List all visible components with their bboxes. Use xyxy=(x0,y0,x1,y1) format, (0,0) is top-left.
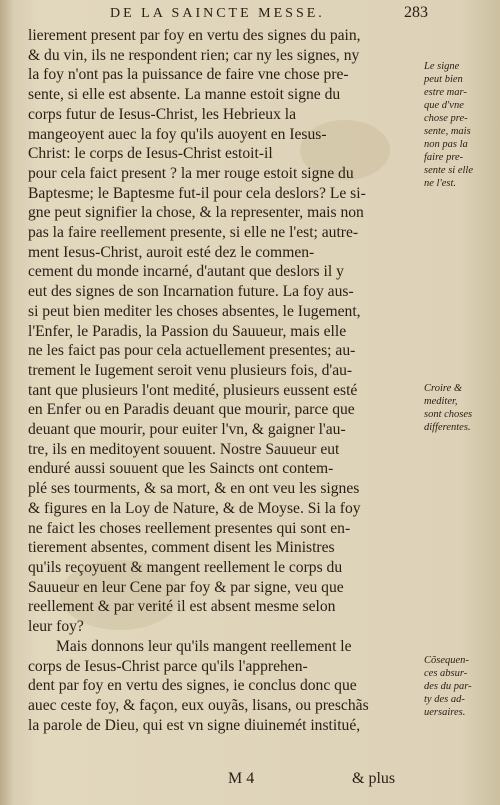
margin-note-line: Le signe xyxy=(424,61,460,72)
text-line: tre, ils en meditoyent souuent. Nostre Sauueur eut xyxy=(28,440,340,458)
page-header xyxy=(0,4,500,24)
margin-note-line: sont choses xyxy=(424,409,473,420)
text-line: l'Enfer, le Paradis, la Passion du Sauueur, mais elle xyxy=(28,322,347,340)
margin-note-line: sente, mais xyxy=(424,126,471,137)
margin-note-line: sente si elle xyxy=(424,165,473,176)
margin-note-line: faire pre- xyxy=(424,152,464,163)
margin-note-line: que d'vne xyxy=(424,100,464,111)
text-line: ne faict les choses reellement presentes qui sont en- xyxy=(28,519,351,537)
margin-note-line: chose pre- xyxy=(424,113,468,124)
margin-note-line: estre mar- xyxy=(424,87,467,98)
margin-note-line: mediter, xyxy=(424,396,458,407)
margin-note-believe-meditate xyxy=(424,382,498,434)
margin-note-line: peut bien xyxy=(424,74,463,85)
text-line: Christ: le corps de Iesus-Christ estoit-il xyxy=(28,145,273,163)
running-title: DE LA SAINCTE MESSE. xyxy=(110,6,325,21)
margin-note-line: des du par- xyxy=(424,681,472,692)
text-line: cement du monde incarné, d'autant que deslors il y xyxy=(28,263,344,281)
text-line: trement le Iugement seroit venu plusieurs fois, d'au- xyxy=(28,361,353,379)
text-line: deuant que mourir, pour euiter l'vn, & gaigner l'au- xyxy=(28,421,346,439)
text-line: gne peut signifier la chose, & la representer, mais non xyxy=(28,204,364,222)
margin-note-line: non pas la xyxy=(424,139,468,150)
text-line: qu'ils reçoyuent & mangent reellement le corps du xyxy=(28,558,343,576)
text-line: corps de Iesus-Christ parce qu'ils l'apprehen- xyxy=(28,657,308,675)
text-line: lierement present par foy en vertu des signes du pain, xyxy=(28,27,361,44)
margin-note-line: ces absur- xyxy=(424,668,468,679)
margin-note-consequences xyxy=(424,654,498,719)
text-line: Baptesme; le Baptesme fut-il pour cela deslors? Le si- xyxy=(28,184,366,202)
catchword: & plus xyxy=(352,770,396,787)
text-line: tierement absentes, comment disent les Ministres xyxy=(28,539,335,557)
text-line: ment Iesus-Christ, auroit esté dez le commen- xyxy=(28,243,315,261)
margin-note-line: ne l'est. xyxy=(424,178,456,189)
text-line: sente, si elle est absente. La manne estoit signe du xyxy=(28,86,341,104)
text-line: tant que plusieurs l'ont medité, plusieurs eussent esté xyxy=(28,381,358,399)
text-line: Mais donnons leur qu'ils mangent reellement le xyxy=(56,637,352,655)
body-text xyxy=(28,26,428,735)
margin-note-line: Croire & xyxy=(424,383,463,394)
signature-mark: M 4 xyxy=(228,770,255,787)
text-line: reellement & par verité il est absent mesme selon xyxy=(28,598,336,616)
text-line: auec ceste foy, & façon, eux ouyãs, lisans, ou preschãs xyxy=(28,696,369,714)
margin-note-line: uersaires. xyxy=(424,707,466,718)
text-line: plé ses tourments, & sa mort, & en ont veu les signes xyxy=(28,480,360,498)
text-line: & du vin, ils ne respondent rien; car ny les signes, ny xyxy=(28,46,360,64)
margin-note-sign xyxy=(424,60,498,190)
text-line: corps futur de Iesus-Christ, les Hebrieux la xyxy=(28,105,297,123)
margin-note-line: Cõsequen- xyxy=(424,655,469,666)
text-line: si peut bien mediter les choses absentes, le Iugement, xyxy=(28,302,361,320)
text-line: enduré aussi souuent que les Saincts ont contem- xyxy=(28,460,334,478)
margin-note-line: differentes. xyxy=(424,422,471,433)
text-line: mangeoyent auec la foy qu'ils auoyent en Iesus- xyxy=(28,125,327,143)
text-line: la parole de Dieu, qui est vn signe diuinemét institué, xyxy=(28,716,361,734)
text-line: pour cela faict present ? la mer rouge estoit signe du xyxy=(28,164,354,182)
text-line: ne les faict pas pour cela actuellement presentes; au- xyxy=(28,342,356,360)
text-line: & figures en la Loy de Nature, & de Moyse. Si la foy xyxy=(28,499,361,517)
text-line: leur foy? xyxy=(28,618,84,636)
text-line: la foy n'ont pas la puissance de faire vne chose pre- xyxy=(28,66,349,84)
text-line: Sauueur en leur Cene par foy & par signe, veu que xyxy=(28,578,344,596)
page-footer xyxy=(0,770,500,800)
page-number: 283 xyxy=(404,4,428,21)
text-line: dent par foy en vertu des signes, ie conclus donc que xyxy=(28,677,357,695)
margin-note-line: ty des ad- xyxy=(424,694,465,705)
text-line: en Enfer ou en Paradis deuant que mourir, parce que xyxy=(28,401,355,419)
text-line: eut des signes de son Incarnation future. La foy aus- xyxy=(28,283,354,301)
text-line: pas la faire reellement presente, si elle ne l'est; autre- xyxy=(28,224,359,242)
